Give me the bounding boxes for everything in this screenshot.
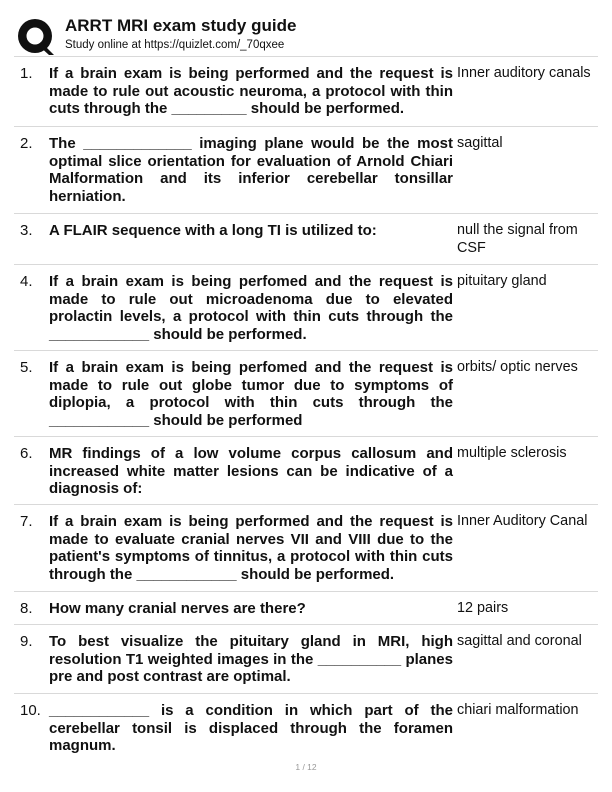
flashcard-5 xyxy=(14,350,598,436)
card-number: 2. xyxy=(20,135,33,152)
card-number: 4. xyxy=(20,273,33,290)
flashcard-10 xyxy=(14,693,598,759)
flashcard-list xyxy=(14,56,598,759)
card-term: ____________ is a condition in which part of the cerebellar tonsil is displaced through the foramen magnum. xyxy=(49,702,453,755)
quizlet-logo-icon xyxy=(16,17,56,57)
flashcard-6 xyxy=(14,436,598,504)
card-number: 5. xyxy=(20,359,33,376)
card-number: 10. xyxy=(20,702,41,719)
card-definition: 12 pairs xyxy=(457,600,509,616)
card-number: 3. xyxy=(20,222,33,239)
flashcard-1 xyxy=(14,56,598,126)
flashcard-2 xyxy=(14,126,598,213)
flashcard-8 xyxy=(14,591,598,624)
card-number: 9. xyxy=(20,633,33,650)
card-definition: Inner Auditory Canal xyxy=(457,513,588,529)
card-term: If a brain exam is being performed and the request is made to evaluate cranial nerves VII and VIII due to the patient's symptoms of tinnitus, a protocol with thin cuts through the ____________ should be performed. xyxy=(49,513,453,583)
card-term: If a brain exam is being perfomed and the request is made to rule out globe tumor due to symptoms of diplopia, a protocol with thin cuts through the ____________ should be performed xyxy=(49,359,453,429)
card-number: 1. xyxy=(20,65,33,82)
card-definition: Inner auditory canals xyxy=(457,65,591,81)
card-number: 6. xyxy=(20,445,33,462)
card-number: 7. xyxy=(20,513,33,530)
card-term: A FLAIR sequence with a long TI is utilized to: xyxy=(49,222,377,239)
flashcard-7 xyxy=(14,504,598,591)
card-term: How many cranial nerves are there? xyxy=(49,600,306,617)
card-definition: pituitary gland xyxy=(457,273,547,289)
card-term: If a brain exam is being perfomed and the request is made to rule out microadenoma due to elevated prolactin levels, a protocol with thin cuts through the ____________ should be performed. xyxy=(49,273,453,343)
flashcard-4 xyxy=(14,264,598,350)
card-definition: null the signal from CSF xyxy=(457,222,578,256)
card-definition: chiari malformation xyxy=(457,702,579,718)
card-definition: orbits/ optic nerves xyxy=(457,359,578,375)
card-definition: sagittal and coronal xyxy=(457,633,582,649)
page-header xyxy=(14,14,598,56)
card-term: The _____________ imaging plane would be the most optimal slice orientation for evaluation of Arnold Chiari Malformation and its inferior cerebellar tonsillar herniation. xyxy=(49,135,453,205)
page-subtitle: Study online at https://quizlet.com/_70qxee xyxy=(65,39,285,51)
page-title: ARRT MRI exam study guide xyxy=(65,16,297,35)
card-number: 8. xyxy=(20,600,33,617)
card-definition: sagittal xyxy=(457,135,503,151)
page-number: 1 / 12 xyxy=(295,762,317,772)
flashcard-9 xyxy=(14,624,598,693)
card-term: To best visualize the pituitary gland in MRI, high resolution T1 weighted images in the __________ planes pre and post contrast are optimal. xyxy=(49,633,453,686)
card-definition: multiple sclerosis xyxy=(457,445,567,461)
flashcard-3 xyxy=(14,213,598,264)
card-term: MR findings of a low volume corpus callosum and increased white matter lesions can be indicative of a diagnosis of: xyxy=(49,445,453,498)
card-term: If a brain exam is being performed and the request is made to rule out acoustic neuroma, a protocol with thin cuts through the _________ should be performed. xyxy=(49,65,453,118)
